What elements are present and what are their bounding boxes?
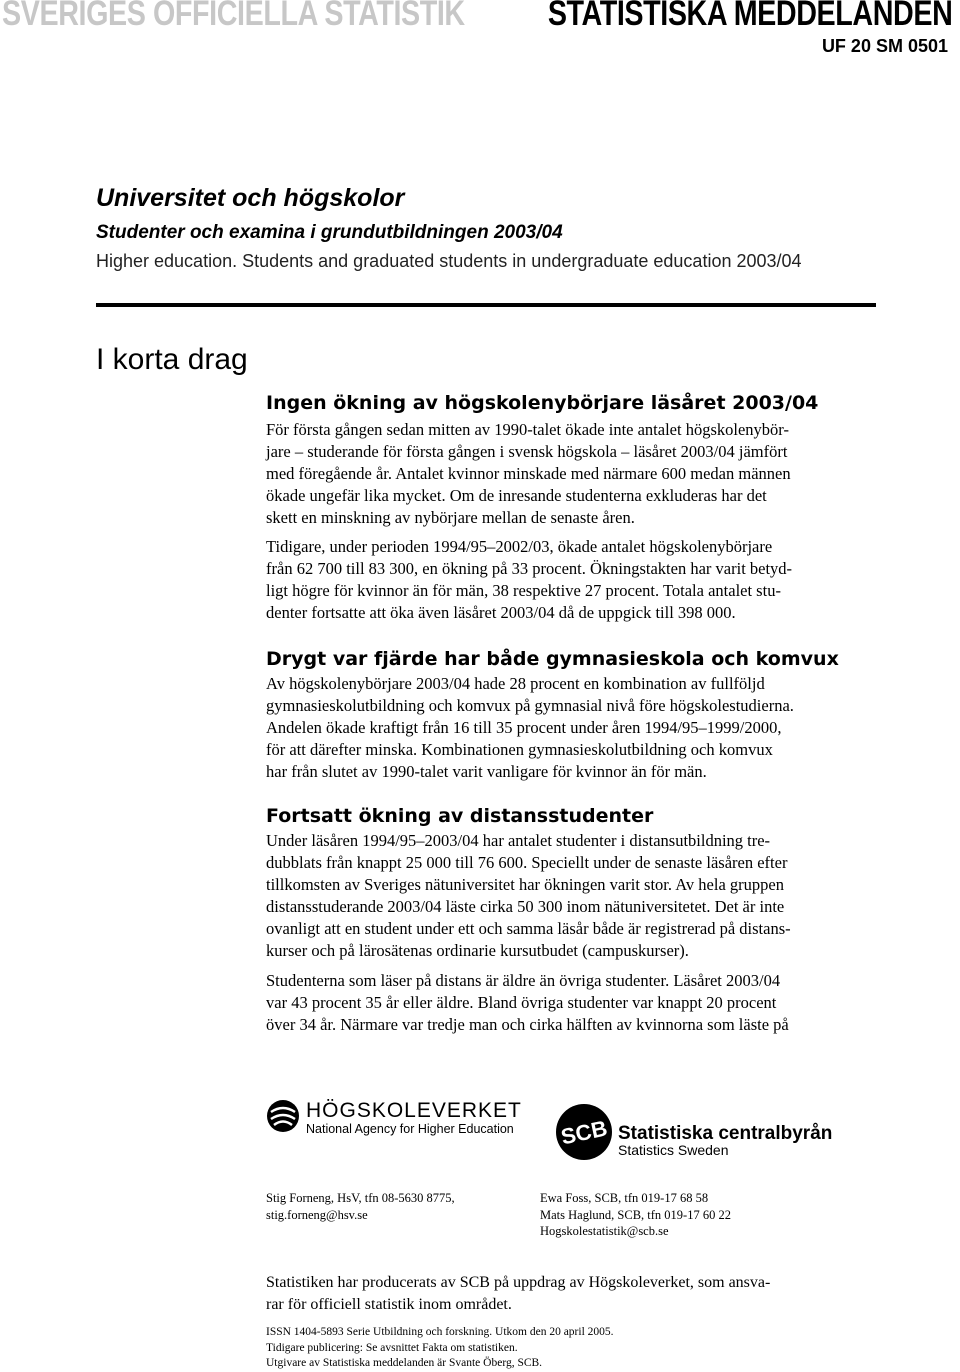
english-title: Higher education. Students and graduated students in undergraduate education 2003/04	[96, 251, 802, 271]
text-line: för att därefter minska. Kombinationen gymnasieskolutbildning och komvux	[266, 740, 773, 759]
section-heading: Drygt var fjärde har både gymnasieskola och komvux	[266, 648, 839, 670]
text-line: tillkomsten av Sveriges nätuniversitet har ökningen varit stor. Av hela gruppen	[266, 875, 784, 894]
section-paragraph	[266, 673, 868, 783]
publication-type: STATISTISKA MEDDELANDEN	[541, 0, 952, 34]
text-line: Studenterna som läser på distans är äldre än övriga studenter. Läsåret 2003/04	[266, 971, 781, 990]
report-code: UF 20 SM 0501	[821, 36, 948, 56]
section-paragraph	[266, 970, 868, 1036]
text-line: Andelen ökade kraftigt från 16 till 35 procent under åren 1994/95–1999/2000,	[266, 718, 782, 737]
text-line: denter fortsatte att öka även läsåret 2003/04 då de uppgick till 398 000.	[266, 603, 736, 622]
text-line: För första gången sedan mitten av 1990-talet ökade inte antalet högskolenybör-	[266, 420, 789, 439]
scb-subtitle: Statistics Sweden	[618, 1142, 729, 1158]
series-name: SVERIGES OFFICIELLA STATISTIK	[2, 0, 465, 33]
hsv-subtitle: National Agency for Higher Education	[306, 1122, 514, 1136]
text-line: från 62 700 till 83 300, en ökning på 33 procent. Ökningstakten har varit betyd-	[266, 559, 793, 578]
scb-name: Statistiska centralbyrån	[618, 1123, 833, 1144]
text-line: gymnasieskolutbildning och komvux på gymnasial nivå före högskolestudierna.	[266, 696, 794, 715]
scb-emblem-icon	[556, 1095, 876, 1175]
contact-line: Ewa Foss, SCB, tfn 019-17 68 58	[540, 1191, 709, 1205]
scb-mark: SCB	[558, 1115, 610, 1150]
text-line: Av högskolenybörjare 2003/04 hade 28 procent en kombination av fullföljd	[266, 674, 765, 693]
text-line: över 34 år. Närmare var tredje man och cirka hälften av kvinnorna som läste på	[266, 1015, 789, 1034]
contact-hsv	[266, 1190, 455, 1223]
text-line: har från slutet av 1990-talet varit vanligare för kvinnor än för män.	[266, 762, 707, 781]
section-paragraph	[266, 419, 868, 529]
issn-line: ISSN 1404-5893 Serie Utbildning och forskning. Utkom den 20 april 2005.	[266, 1326, 614, 1338]
producer-note	[266, 1272, 866, 1316]
text-line: jare – studerande för första gången i svensk högskola – läsåret 2003/04 jämfört	[266, 442, 788, 461]
section-heading: Fortsatt ökning av distansstudenter	[266, 805, 654, 827]
contact-line: Mats Haglund, SCB, tfn 019-17 60 22	[540, 1207, 731, 1222]
hsv-name: HÖGSKOLEVERKET	[306, 1099, 522, 1122]
text-line: var 43 procent 35 år eller äldre. Bland övriga studenter var knappt 20 procent	[266, 993, 777, 1012]
text-line: distansstuderande 2003/04 läste cirka 50 300 inom nätuniversitetet. Det är inte	[266, 897, 785, 916]
section-heading: Ingen ökning av högskolenybörjare läsåret 2003/04	[266, 392, 819, 414]
text-line: ökade ungefär lika mycket. Om de inresande studenterna exkluderas har det	[266, 486, 767, 505]
text-line: ovanligt att en student under ett och samma läsår både är registrerad på distans-	[266, 919, 791, 938]
title-divider	[96, 303, 876, 307]
publication-footer	[266, 1325, 614, 1372]
report-subtitle: Studenter och examina i grundutbildningen 2003/04	[96, 222, 563, 243]
contact-scb	[540, 1190, 731, 1240]
section-paragraph	[266, 830, 868, 962]
text-line: dubblats från knappt 25 000 till 76 600. Speciellt under de senaste läsåren efter	[266, 853, 788, 872]
text-line: Under läsåren 1994/95–2003/04 har antalet studenter i distansutbildning tre-	[266, 831, 771, 850]
summary-heading: I korta drag	[96, 343, 248, 376]
text-line: med föregående år. Antalet kvinnor minskade med närmare 600 medan männen	[266, 464, 791, 483]
text-line: rar för officiell statistik inom området.	[266, 1296, 512, 1313]
contact-email[interactable]: stig.forneng@hsv.se	[266, 1207, 368, 1222]
section-paragraph	[266, 536, 868, 624]
report-banner	[0, 0, 960, 36]
contact-line: Stig Forneng, HsV, tfn 08-5630 8775,	[266, 1191, 455, 1205]
text-line: ligt högre för kvinnor än för män, 38 respektive 27 procent. Totala antalet stu-	[266, 581, 781, 600]
text-line: skett en minskning av nybörjare mellan de senaste åren.	[266, 508, 635, 527]
footer-line: Tidigare publicering: Se avsnittet Fakta om statistiken.	[266, 1341, 518, 1354]
text-line: Tidigare, under perioden 1994/95–2002/03, ökade antalet högskolenybörjare	[266, 537, 773, 556]
hogskoleverket-logo	[266, 1094, 536, 1144]
report-title: Universitet och högskolor	[96, 184, 405, 212]
scb-logo	[556, 1095, 876, 1175]
hsv-emblem-icon	[266, 1094, 536, 1144]
text-line: Statistiken har producerats av SCB på uppdrag av Högskoleverket, som ansva-	[266, 1274, 771, 1291]
footer-line: Utgivare av Statistiska meddelanden är Svante Öberg, SCB.	[266, 1357, 543, 1369]
text-line: kurser och på lärosätenas ordinarie kursutbudet (campuskurser).	[266, 941, 689, 960]
contact-email[interactable]: Hogskolestatistik@scb.se	[540, 1224, 669, 1238]
